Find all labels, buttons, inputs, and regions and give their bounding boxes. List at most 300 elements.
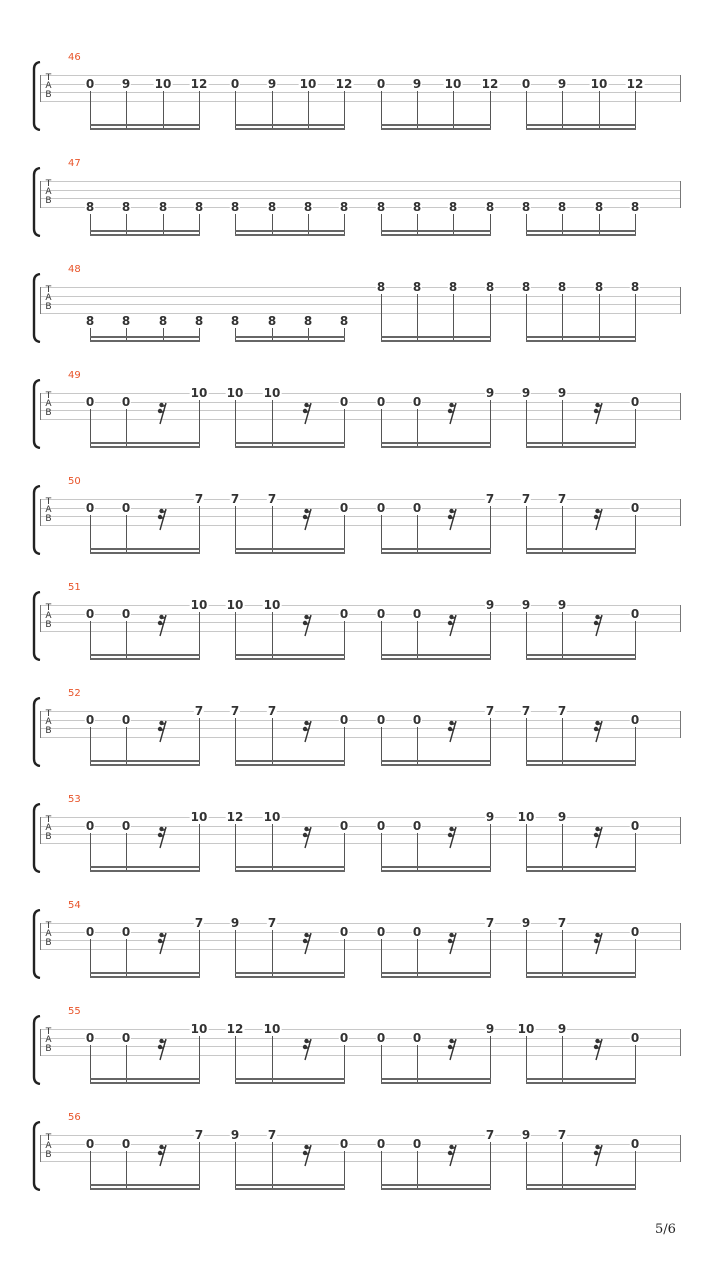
fret-number: 0 — [630, 1030, 640, 1045]
tab-clef-letter: A — [45, 187, 52, 198]
measure-number: 47 — [68, 158, 81, 169]
fret-number: 9 — [557, 598, 567, 612]
note-stem — [490, 400, 491, 448]
note-beam — [90, 976, 200, 978]
note-beam — [526, 870, 636, 872]
note-stem — [235, 506, 236, 554]
barline-end — [680, 711, 681, 738]
note-beam — [235, 230, 345, 232]
note-stem — [199, 824, 200, 872]
fret-number: 10 — [190, 386, 208, 400]
note-beam — [526, 336, 636, 338]
note-stem — [526, 294, 527, 342]
note-stem — [272, 1142, 273, 1190]
note-stem — [199, 930, 200, 978]
note-beam — [90, 1184, 200, 1186]
fret-number: 0 — [630, 1136, 640, 1151]
fret-number: 0 — [412, 712, 422, 727]
fret-number: 9 — [521, 598, 531, 612]
fret-number: 8 — [557, 199, 567, 214]
note-beam — [526, 234, 636, 236]
fret-number: 7 — [485, 1128, 495, 1142]
note-stem — [490, 930, 491, 978]
tab-clef-letter: B — [45, 301, 52, 312]
note-stem — [490, 612, 491, 660]
note-stem — [490, 1036, 491, 1084]
note-stem — [453, 214, 454, 237]
fret-number: 0 — [85, 76, 95, 91]
tab-clef-letter: A — [45, 293, 52, 304]
barline-end — [680, 817, 681, 844]
note-beam — [90, 870, 200, 872]
tab-clef-letter: A — [45, 505, 52, 516]
note-beam — [381, 336, 491, 338]
fret-number: 12 — [481, 76, 499, 91]
fret-number: 8 — [267, 199, 277, 214]
note-stem — [235, 930, 236, 978]
tab-clef-letter: T — [45, 497, 52, 507]
note-stem — [453, 294, 454, 342]
fret-number: 9 — [485, 810, 495, 824]
measure-number: 49 — [68, 370, 81, 381]
note-stem — [199, 612, 200, 660]
tab-clef-letter: B — [45, 831, 52, 842]
note-stem — [235, 1142, 236, 1190]
barline-start — [40, 711, 41, 738]
fret-number: 0 — [630, 394, 640, 409]
note-beam — [381, 976, 491, 978]
fret-number: 7 — [267, 704, 277, 718]
fret-number: 7 — [230, 704, 240, 718]
tab-clef-letter: T — [45, 921, 52, 931]
staff-line — [40, 1046, 681, 1047]
tab-clef-letter: T — [45, 709, 52, 719]
staff-line — [40, 190, 681, 191]
note-stem — [562, 400, 563, 448]
note-stem — [562, 294, 563, 342]
sixteenth-rest-icon — [302, 507, 314, 531]
tab-clef-letter: T — [45, 1133, 52, 1143]
barline-start — [40, 287, 41, 314]
fret-number: 7 — [557, 916, 567, 930]
fret-number: 9 — [412, 76, 422, 91]
fret-number: 0 — [339, 394, 349, 409]
sixteenth-rest-icon — [447, 719, 459, 743]
staff-line — [40, 207, 681, 208]
note-beam — [381, 972, 491, 974]
barline-start — [40, 1135, 41, 1162]
fret-number: 0 — [85, 606, 95, 621]
note-beam — [235, 1184, 345, 1186]
fret-number: 9 — [267, 76, 277, 91]
note-stem — [199, 718, 200, 766]
staff-line — [40, 932, 681, 933]
note-beam — [235, 976, 345, 978]
fret-number: 0 — [339, 712, 349, 727]
tab-system — [0, 1112, 720, 1218]
note-beam — [235, 1078, 345, 1080]
sixteenth-rest-icon — [447, 401, 459, 425]
fret-number: 7 — [194, 916, 204, 930]
note-beam — [526, 760, 636, 762]
staff-line — [40, 84, 681, 85]
note-stem — [235, 612, 236, 660]
tab-system — [0, 52, 720, 158]
note-beam — [526, 340, 636, 342]
sixteenth-rest-icon — [157, 931, 169, 955]
tab-clef-letter: A — [45, 1035, 52, 1046]
note-stem — [199, 400, 200, 448]
staff-line — [40, 631, 681, 632]
note-beam — [235, 548, 345, 550]
note-stem — [562, 930, 563, 978]
page-number: 5/6 — [655, 1222, 676, 1237]
staff-line — [40, 720, 681, 721]
sixteenth-rest-icon — [157, 1143, 169, 1167]
fret-number: 7 — [485, 492, 495, 506]
fret-number: 10 — [190, 598, 208, 612]
fret-number: 0 — [376, 1030, 386, 1045]
fret-number: 9 — [557, 76, 567, 91]
fret-number: 0 — [630, 500, 640, 515]
note-beam — [90, 446, 200, 448]
fret-number: 0 — [376, 1136, 386, 1151]
tab-clef-letter: B — [45, 89, 52, 100]
staff-line — [40, 728, 681, 729]
fret-number: 0 — [121, 500, 131, 515]
note-beam — [526, 442, 636, 444]
sixteenth-rest-icon — [447, 931, 459, 955]
note-stem — [235, 824, 236, 872]
fret-number: 7 — [267, 1128, 277, 1142]
fret-number: 0 — [85, 924, 95, 939]
staff-line — [40, 826, 681, 827]
note-beam — [381, 442, 491, 444]
fret-number: 0 — [412, 1030, 422, 1045]
fret-number: 0 — [85, 818, 95, 833]
tab-system — [0, 264, 720, 370]
note-beam — [381, 230, 491, 232]
note-stem — [344, 214, 345, 237]
note-stem — [272, 506, 273, 554]
note-stem — [526, 612, 527, 660]
note-beam — [90, 654, 200, 656]
note-stem — [90, 214, 91, 237]
note-stem — [526, 1142, 527, 1190]
note-stem — [272, 718, 273, 766]
fret-number: 0 — [121, 1136, 131, 1151]
fret-number: 8 — [230, 314, 240, 328]
note-beam — [381, 654, 491, 656]
fret-number: 9 — [557, 810, 567, 824]
note-beam — [90, 760, 200, 762]
note-beam — [526, 548, 636, 550]
fret-number: 8 — [630, 199, 640, 214]
fret-number: 8 — [194, 199, 204, 214]
fret-number: 8 — [630, 280, 640, 294]
fret-number: 8 — [412, 280, 422, 294]
fret-number: 0 — [376, 606, 386, 621]
barline-start — [40, 75, 41, 102]
note-stem — [562, 506, 563, 554]
staff-line — [40, 1135, 681, 1136]
sixteenth-rest-icon — [447, 825, 459, 849]
fret-number: 7 — [267, 492, 277, 506]
note-beam — [90, 340, 200, 342]
fret-number: 7 — [557, 704, 567, 718]
staff-line — [40, 304, 681, 305]
fret-number: 9 — [230, 1128, 240, 1142]
note-stem — [490, 718, 491, 766]
staff-line — [40, 92, 681, 93]
sixteenth-rest-icon — [593, 1037, 605, 1061]
barline-end — [680, 75, 681, 102]
note-stem — [199, 214, 200, 237]
note-beam — [381, 658, 491, 660]
fret-number: 8 — [158, 199, 168, 214]
measure-number: 50 — [68, 476, 81, 487]
tab-clef-letter: B — [45, 725, 52, 736]
tab-clef-letter: A — [45, 611, 52, 622]
fret-number: 7 — [485, 704, 495, 718]
barline-start — [40, 605, 41, 632]
note-stem — [126, 214, 127, 237]
note-beam — [235, 552, 345, 554]
note-beam — [526, 866, 636, 868]
staff-line — [40, 843, 681, 844]
note-stem — [308, 214, 309, 237]
fret-number: 0 — [85, 712, 95, 727]
note-stem — [562, 214, 563, 237]
barline-start — [40, 499, 41, 526]
sixteenth-rest-icon — [157, 401, 169, 425]
sixteenth-rest-icon — [157, 719, 169, 743]
sixteenth-rest-icon — [157, 507, 169, 531]
fret-number: 0 — [339, 500, 349, 515]
fret-number: 10 — [154, 76, 172, 91]
fret-number: 12 — [226, 810, 244, 824]
fret-number: 8 — [267, 314, 277, 328]
barline-start — [40, 393, 41, 420]
fret-number: 10 — [299, 76, 317, 91]
note-stem — [562, 1036, 563, 1084]
fret-number: 7 — [485, 916, 495, 930]
fret-number: 8 — [521, 199, 531, 214]
note-beam — [235, 654, 345, 656]
note-beam — [526, 1188, 636, 1190]
note-stem — [635, 214, 636, 237]
fret-number: 0 — [339, 1136, 349, 1151]
fret-number: 8 — [85, 199, 95, 214]
note-stem — [526, 824, 527, 872]
barline-end — [680, 1029, 681, 1056]
staff-line — [40, 313, 681, 314]
fret-number: 0 — [521, 76, 531, 91]
tab-clef-letter: T — [45, 815, 52, 825]
fret-number: 10 — [263, 1022, 281, 1036]
fret-number: 0 — [339, 924, 349, 939]
note-beam — [381, 552, 491, 554]
note-stem — [235, 214, 236, 237]
note-beam — [526, 654, 636, 656]
fret-number: 10 — [517, 1022, 535, 1036]
measure-number: 52 — [68, 688, 81, 699]
note-beam — [235, 442, 345, 444]
fret-number: 10 — [517, 810, 535, 824]
fret-number: 8 — [121, 314, 131, 328]
note-stem — [526, 930, 527, 978]
fret-number: 0 — [412, 924, 422, 939]
note-beam — [526, 1184, 636, 1186]
tab-clef-letter: B — [45, 513, 52, 524]
barline-end — [680, 393, 681, 420]
sixteenth-rest-icon — [302, 613, 314, 637]
sixteenth-rest-icon — [447, 1037, 459, 1061]
note-beam — [381, 1188, 491, 1190]
note-stem — [562, 718, 563, 766]
fret-number: 8 — [376, 280, 386, 294]
sixteenth-rest-icon — [593, 719, 605, 743]
note-stem — [526, 400, 527, 448]
staff-line — [40, 614, 681, 615]
note-stem — [381, 214, 382, 237]
staff-line — [40, 1161, 681, 1162]
fret-number: 9 — [557, 1022, 567, 1036]
tab-clef-letter: T — [45, 1027, 52, 1037]
fret-number: 9 — [485, 598, 495, 612]
staff-line — [40, 605, 681, 606]
staff-line — [40, 1055, 681, 1056]
note-stem — [599, 214, 600, 237]
note-stem — [163, 214, 164, 237]
barline-end — [680, 605, 681, 632]
fret-number: 0 — [376, 394, 386, 409]
staff-line — [40, 393, 681, 394]
staff-line — [40, 419, 681, 420]
staff-line — [40, 834, 681, 835]
fret-number: 7 — [194, 492, 204, 506]
note-stem — [562, 824, 563, 872]
tab-clef-letter: B — [45, 1043, 52, 1054]
note-stem — [417, 214, 418, 237]
fret-number: 9 — [557, 386, 567, 400]
note-beam — [526, 972, 636, 974]
fret-number: 0 — [85, 500, 95, 515]
tab-clef-letter: T — [45, 285, 52, 295]
fret-number: 0 — [339, 818, 349, 833]
note-beam — [526, 128, 636, 130]
measure-number: 54 — [68, 900, 81, 911]
staff-line — [40, 525, 681, 526]
tab-system — [0, 370, 720, 476]
note-stem — [235, 718, 236, 766]
fret-number: 0 — [630, 712, 640, 727]
note-beam — [381, 340, 491, 342]
barline-end — [680, 499, 681, 526]
fret-number: 8 — [485, 199, 495, 214]
staff-line — [40, 516, 681, 517]
note-beam — [381, 760, 491, 762]
note-beam — [526, 764, 636, 766]
note-beam — [90, 128, 200, 130]
note-beam — [235, 764, 345, 766]
note-beam — [235, 870, 345, 872]
note-beam — [90, 234, 200, 236]
note-stem — [490, 214, 491, 237]
note-stem — [272, 612, 273, 660]
fret-number: 12 — [335, 76, 353, 91]
note-stem — [272, 400, 273, 448]
fret-number: 12 — [190, 76, 208, 91]
sixteenth-rest-icon — [593, 613, 605, 637]
fret-number: 0 — [121, 712, 131, 727]
barline-end — [680, 923, 681, 950]
fret-number: 10 — [226, 386, 244, 400]
staff-line — [40, 499, 681, 500]
barline-start — [40, 817, 41, 844]
tab-clef-letter: T — [45, 73, 52, 83]
fret-number: 9 — [121, 76, 131, 91]
note-beam — [381, 446, 491, 448]
measure-number: 56 — [68, 1112, 81, 1123]
note-beam — [90, 124, 200, 126]
fret-number: 10 — [190, 1022, 208, 1036]
note-beam — [381, 870, 491, 872]
barline-end — [680, 287, 681, 314]
sixteenth-rest-icon — [302, 1143, 314, 1167]
tab-clef-letter: B — [45, 619, 52, 630]
note-stem — [635, 294, 636, 342]
note-beam — [90, 764, 200, 766]
fret-number: 0 — [376, 76, 386, 91]
note-beam — [526, 230, 636, 232]
note-beam — [235, 336, 345, 338]
sixteenth-rest-icon — [302, 719, 314, 743]
fret-number: 0 — [85, 394, 95, 409]
note-beam — [90, 552, 200, 554]
tab-system — [0, 476, 720, 582]
note-beam — [235, 658, 345, 660]
fret-number: 8 — [339, 199, 349, 214]
tab-system — [0, 582, 720, 688]
fret-number: 8 — [448, 199, 458, 214]
note-beam — [235, 128, 345, 130]
fret-number: 0 — [85, 1136, 95, 1151]
staff-line — [40, 508, 681, 509]
fret-number: 0 — [630, 818, 640, 833]
note-beam — [235, 124, 345, 126]
fret-number: 0 — [412, 606, 422, 621]
note-beam — [235, 446, 345, 448]
fret-number: 12 — [226, 1022, 244, 1036]
fret-number: 9 — [521, 1128, 531, 1142]
fret-number: 10 — [263, 386, 281, 400]
fret-number: 9 — [521, 916, 531, 930]
fret-number: 0 — [630, 606, 640, 621]
fret-number: 0 — [376, 924, 386, 939]
staff-line — [40, 737, 681, 738]
note-stem — [526, 214, 527, 237]
staff-line — [40, 296, 681, 297]
fret-number: 0 — [376, 712, 386, 727]
fret-number: 8 — [594, 199, 604, 214]
note-beam — [381, 1078, 491, 1080]
fret-number: 7 — [557, 492, 567, 506]
fret-number: 0 — [85, 1030, 95, 1045]
fret-number: 7 — [194, 704, 204, 718]
fret-number: 7 — [557, 1128, 567, 1142]
fret-number: 10 — [590, 76, 608, 91]
